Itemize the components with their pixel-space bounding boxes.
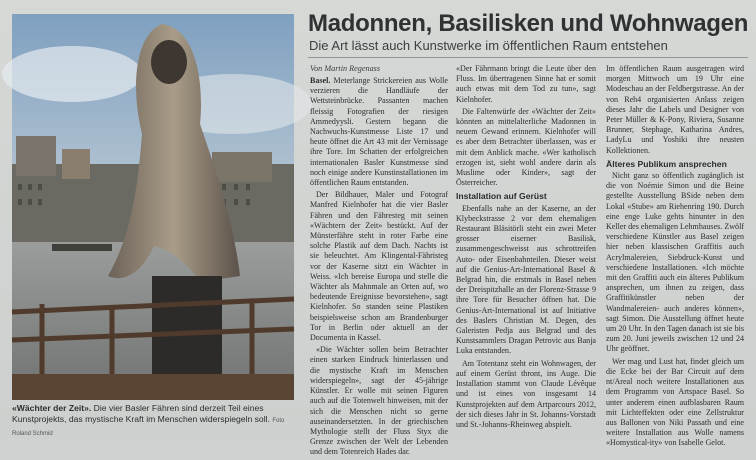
paragraph: Wer mag und Lust hat, findet gleich um die Ecke bei der Bar Circuit auf dem nt/Areal noch weitere Installationen aus dem Programm von Artspace Basel. So unter anderem einen aufblasbaren Raum mit Lichteffekten oder eine Zellstruktur aus Ballonen von Niki Passath und eine weitere Installation aus Wolle namens «Homystical-ity» von Isabelle Gelot.: [606, 356, 744, 448]
photo-credit: Foto Roland Schmid: [12, 418, 285, 437]
article-column-1: [310, 76, 448, 460]
photo-illustration: [12, 14, 294, 400]
paragraph: Nicht ganz so öffentlich zugänglich ist die von Noémie Simon und die Beine gestellte Ausstellung BSide neben dem Lokal «Stube» am Riehenring 190. Durch eine enge Luke gehts hinunter in den Keller des ehemaligen Lehmhauses. Zwölf verschiedene Künstler aus Basel zeigen hier neben klassischen Graffitis auch Acrylmalereien, Siebdruck-Kunst und verschiedene Installationen. «Ich möchte mit den Graffiti auch ein älteres Publikum ansprechen, um ihnen zu zeigen, dass Graffitikünstler neben der Wandmalereien- auch anderes können», sagt Simon. Die Ausstellung öffnet heute um 20 Uhr. In den Tagen danach ist sie bis zum 20. Juni jeweils zwischen 12 und 24 Uhr geöffnet.: [606, 171, 744, 354]
paragraph: Die Faltenwürfe der «Wächter der Zeit» könnten an mittelalterliche Madonnen in neuem Gewand erinnern. Kielnhofer will es aber dem Betrachter überlassen, was er mit dem Anblick mache. «Wer katholisch erzogen ist, sieht wohl andere darin als Muslime oder Kinder», sagt der Österreicher.: [456, 106, 596, 188]
article-column-3: [606, 64, 744, 451]
dateline: Basel.: [310, 76, 331, 85]
paragraph-text: Meterlange Strickereien aus Wolle verzieren die Handläufe der Wettsteinbrücke. Passanten machen fleissig Fotografien der riesigen Ammedyysli. Gestern begann die Nachwuchs-Kunstmesse Liste 17 und heute öffnet die Art 43 mit der Vernissage ihre Tore. Im Schatten der erfolgreichen internationalen Basler Kunstmesse sind noch einige andere Kunstinstallationen im öffentlichen Raum entstanden.: [310, 76, 448, 188]
section-heading: Installation auf Gerüst: [456, 191, 547, 202]
paragraph: Ebenfalls nahe an der Kaserne, an der Klybeckstrasse 2 vor dem ehemaligen Restaurant Bläsitörli steht ein zwei Meter grosser eiserner Basilisk, zusammengeschweisst aus schrottreifen Auto- oder Eisenbahnteilen. Dieser weist auf die Genius-Art-International Basel & Belgrad hin, die erstmals in Basel neben der Dreispitzhalle an der Florenz-Strasse 9 ihre Tore für Besucher öffnen hat. Die Genius-Art-International ist auf Initiative des Baslers Christian M. Degen, des Galeristen Pedja aus Belgrad und des Kunstsammlers Dragan Petrovic aus Banja Luka entstanden.: [456, 203, 596, 356]
subheadline: Die Art lässt auch Kunstwerke im öffentlichen Raum entstehen: [309, 38, 668, 53]
article-photo: [12, 14, 294, 400]
article-column-2: [456, 64, 596, 432]
photo-caption: [12, 403, 297, 440]
caption-lead: «Wächter der Zeit».: [12, 403, 92, 413]
paragraph: [310, 76, 448, 188]
byline: Von Martin Regenass: [310, 64, 381, 73]
headline: Madonnen, Basilisken und Wohnwagen: [308, 10, 749, 37]
divider: [308, 57, 748, 58]
section-heading: Älteres Publikum ansprechen: [606, 158, 727, 169]
paragraph: Der Bildhauer, Maler und Fotograf Manfred Kielnhofer hat die vier Basler Fähren und den Fähresteg mit seinen «Wächtern der Zeit» bestückt. Auf der Münsterfähre steht in roter Farbe eine solche Plastik auf dem Dach. Nachts ist sie beleuchtet. Am Klingental-Fähristeg vor der Kaserne sitzt ein Wächter in Weiss. «Ich bereise Europa und stelle die Wächter als Mahnmale an Orten auf, wo bedeutende Ereignisse bevorstehen», sagt Kielnhofer. So standen seine Plastiken beispielsweise schon am Brandenburger Tor in Berlin oder aktuell an der Documenta in Kassel.: [310, 190, 448, 343]
paragraph: «Der Fährmann bringt die Leute über den Fluss. Im übertragenen Sinne hat er somit auch etwas mit dem Tod zu tun», sagt Kielnhofer.: [456, 64, 596, 104]
paragraph: «Die Wächter sollen beim Betrachter einen starken Eindruck hinterlassen und die mystische Kraft im Menschen widerspiegeln», sagt der 45-jährige Künstler. Er wolle mit seinen Figuren auch auf die Totenwelt hinweisen, mit der sich die Menschen nicht so gerne auseinandersetzten. In der griechischen Mythologie stellt der Fluss Styx die Grenze zwischen der Welt der Lebenden und dem Totenreich Hades dar.: [310, 345, 448, 457]
paragraph: Am Totentanz steht ein Wohnwagen, der auf einem Gerüst thront, ins Auge. Die Installation stammt von Claude Lévêque und ist eines von insgesamt 14 Kunstprojekten auf dem Artparcours 2012, der sich dieses Jahr in St. Johanns-Vorstadt und St.-Johanns-Rheinweg abspielt.: [456, 358, 596, 429]
paragraph: Im öffentlichen Raum ausgetragen wird morgen Mittwoch um 19 Uhr eine Modeschau an der Feldbergstrasse. An der von Reh4 organisierten Anlass zeigen dieses Jahr die Labels und Designer von Peter Müller & K-Pony, Riviera, Susanne Brunner, Stephage, Katharina Andres, LadyLu und Yoshiki ihre neusten Kollektionen.: [606, 64, 744, 155]
caption-text: Die vier Basler Fähren sind derzeit Teil eines Kunstprojekts, das mystische Kraft im Menschen widerspiegeln soll.: [12, 403, 270, 424]
